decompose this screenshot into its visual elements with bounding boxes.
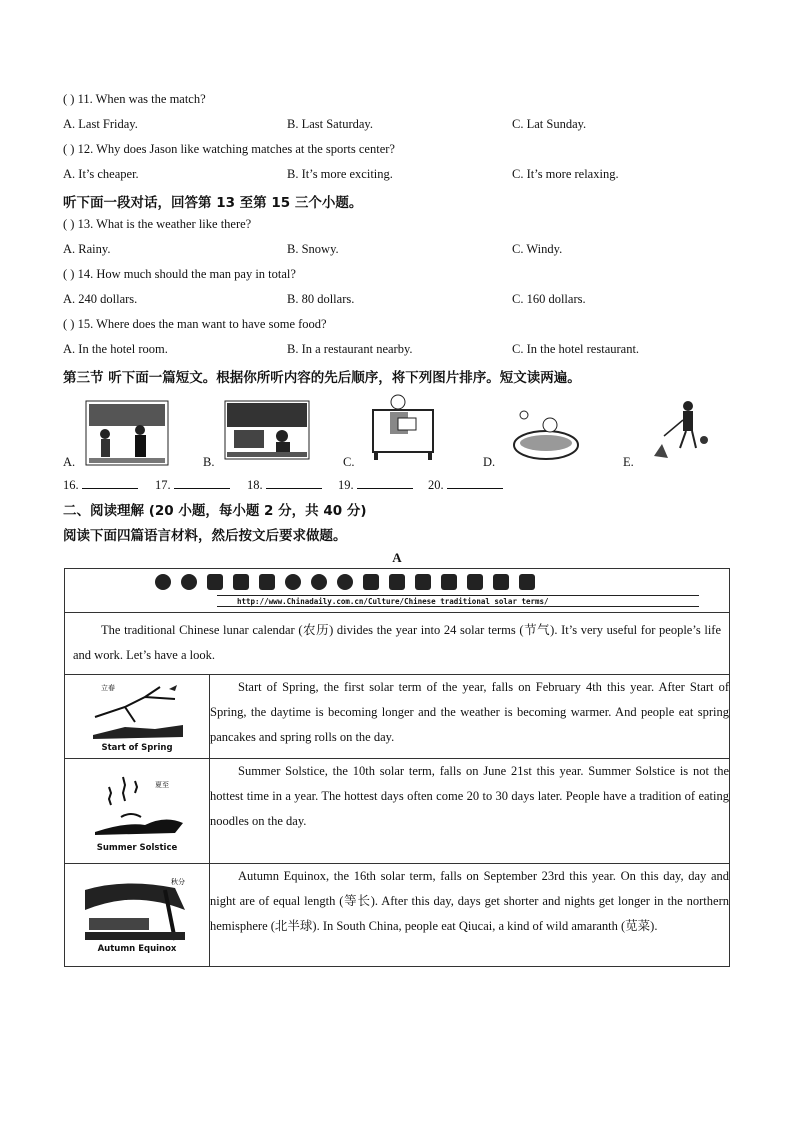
start-of-spring-text: Start of Spring, the first solar term of the year, falls on February 4th this year. After Start of Spring, the daytime is becoming longer and the weather is becoming warmer. And people eat spring pancakes and spring rolls on the day. [210, 680, 729, 744]
blank-20-line[interactable] [447, 476, 503, 489]
mail-icon[interactable] [363, 574, 379, 590]
blank-17-line[interactable] [174, 476, 230, 489]
start-of-spring-label: Start of Spring [101, 743, 173, 753]
q13-option-b: B. Snowy. [287, 242, 339, 256]
reading-instruction: 阅读下面四篇语言材料，然后按文后要求做题。 [63, 528, 347, 544]
summer-solstice-illustration [65, 767, 209, 847]
answer-blank-19[interactable] [338, 476, 413, 493]
favorites-star-icon[interactable] [311, 574, 327, 590]
picture-label-d: D. [483, 455, 496, 469]
blank-18-line[interactable] [266, 476, 322, 489]
q13-option-a: A. Rainy. [63, 242, 111, 256]
answer-blank-16[interactable] [63, 476, 138, 493]
address-bar[interactable] [217, 595, 699, 607]
blank-18-number: 18. [247, 478, 263, 492]
autumn-equinox-illustration [65, 870, 209, 950]
q13-option-c: C. Windy. [512, 242, 563, 256]
picture-e-gardening-illustration [650, 398, 712, 462]
home-icon[interactable] [259, 574, 275, 590]
summer-solstice-text-cell [210, 759, 730, 864]
summer-solstice-image-cell [65, 759, 210, 864]
messenger-icon[interactable] [467, 574, 483, 590]
autumn-equinox-label: Autumn Equinox [97, 944, 177, 954]
q15-option-c: C. In the hotel restaurant. [512, 342, 640, 356]
research-icon[interactable] [493, 574, 509, 590]
summer-solstice-text: Summer Solstice, the 10th solar term, falls on June 21st this year. Summer Solstice is not the hottest time in a year. The hottest days often come 20 to 30 days later. People have a tradition of eating noodles on the day. [210, 764, 729, 828]
stop-icon[interactable] [207, 574, 223, 590]
picture-d-bathing-illustration [512, 405, 580, 463]
search-icon[interactable] [285, 574, 301, 590]
blank-17-number: 17. [155, 478, 171, 492]
start-of-spring-text-cell [210, 675, 730, 759]
answer-blank-17[interactable] [155, 476, 230, 493]
picture-label-a: A. [63, 455, 76, 469]
passage-table [64, 568, 730, 967]
question-11: ( ) 11. When was the match? [63, 92, 206, 106]
q14-option-a: A. 240 dollars. [63, 292, 138, 306]
answer-blank-18[interactable] [247, 476, 322, 493]
autumn-equinox-text: Autumn Equinox, the 16th solar term, falls on September 23rd this year. On this day, day and night are of equal length (等长). After this day, days get shorter and nights get longer in the northern hemisphere (北半球). In South China, people eat Qiucai, a kind of wild amaranth (苋菜). [210, 869, 729, 933]
question-14: ( ) 14. How much should the man pay in total? [63, 267, 296, 281]
section-3-heading: 第三节 听下面一篇短文。根据你所听内容的先后顺序，将下列图片排序。短文读两遍。 [63, 370, 581, 386]
blank-20-number: 20. [428, 478, 444, 492]
q12-option-c: C. It’s more relaxing. [512, 167, 619, 181]
discuss-icon[interactable] [441, 574, 457, 590]
q15-option-b: B. In a restaurant nearby. [287, 342, 413, 356]
picture-label-e: E. [623, 455, 634, 469]
q15-option-a: A. In the hotel room. [63, 342, 168, 356]
tools-icon[interactable] [519, 574, 535, 590]
summer-solstice-label: Summer Solstice [96, 843, 178, 853]
picture-label-c: C. [343, 455, 355, 469]
blank-16-number: 16. [63, 478, 79, 492]
back-icon[interactable] [155, 574, 171, 590]
start-of-spring-illustration [65, 677, 209, 747]
browser-header [65, 569, 730, 613]
passage-title: A [392, 550, 402, 565]
q11-option-b: B. Last Saturday. [287, 117, 373, 131]
q12-option-a: A. It’s cheaper. [63, 167, 139, 181]
start-of-spring-cn-label: 立春 [101, 684, 115, 692]
blank-19-number: 19. [338, 478, 354, 492]
q11-option-a: A. Last Friday. [63, 117, 138, 131]
start-of-spring-image-cell [65, 675, 210, 759]
q11-option-c: C. Lat Sunday. [512, 117, 587, 131]
picture-a-people-illustration [85, 400, 169, 466]
autumn-equinox-cn-label: 秋分 [171, 878, 185, 886]
intro-cell [65, 613, 730, 675]
history-icon[interactable] [337, 574, 353, 590]
autumn-equinox-text-cell [210, 864, 730, 967]
picture-b-room-illustration [224, 400, 310, 460]
answer-blank-20[interactable] [428, 476, 503, 493]
summer-solstice-cn-label: 夏至 [155, 781, 169, 789]
print-icon[interactable] [389, 574, 405, 590]
section-13-heading: 听下面一段对话，回答第 13 至第 15 三个小题。 [63, 195, 363, 211]
q12-option-b: B. It’s more exciting. [287, 167, 393, 181]
picture-c-reading-illustration [368, 388, 438, 462]
edit-icon[interactable] [415, 574, 431, 590]
intro-text: The traditional Chinese lunar calendar (农历) divides the year into 24 solar terms (节气). It’s very useful for people’s life and work. Let’s have a look. [73, 623, 721, 662]
blank-16-line[interactable] [82, 476, 138, 489]
q14-option-c: C. 160 dollars. [512, 292, 586, 306]
address-url: http://www.Chinadaily.com.cn/Culture/Chinese traditional solar terms/ [237, 597, 549, 606]
question-13: ( ) 13. What is the weather like there? [63, 217, 252, 231]
picture-label-b: B. [203, 455, 215, 469]
blank-19-line[interactable] [357, 476, 413, 489]
question-15: ( ) 15. Where does the man want to have some food? [63, 317, 327, 331]
forward-icon[interactable] [181, 574, 197, 590]
browser-toolbar [155, 573, 700, 591]
question-12: ( ) 12. Why does Jason like watching matches at the sports center? [63, 142, 395, 156]
autumn-equinox-image-cell [65, 864, 210, 967]
q14-option-b: B. 80 dollars. [287, 292, 355, 306]
reading-heading: 二、阅读理解 (20 小题，每小题 2 分，共 40 分) [63, 503, 367, 519]
refresh-icon[interactable] [233, 574, 249, 590]
